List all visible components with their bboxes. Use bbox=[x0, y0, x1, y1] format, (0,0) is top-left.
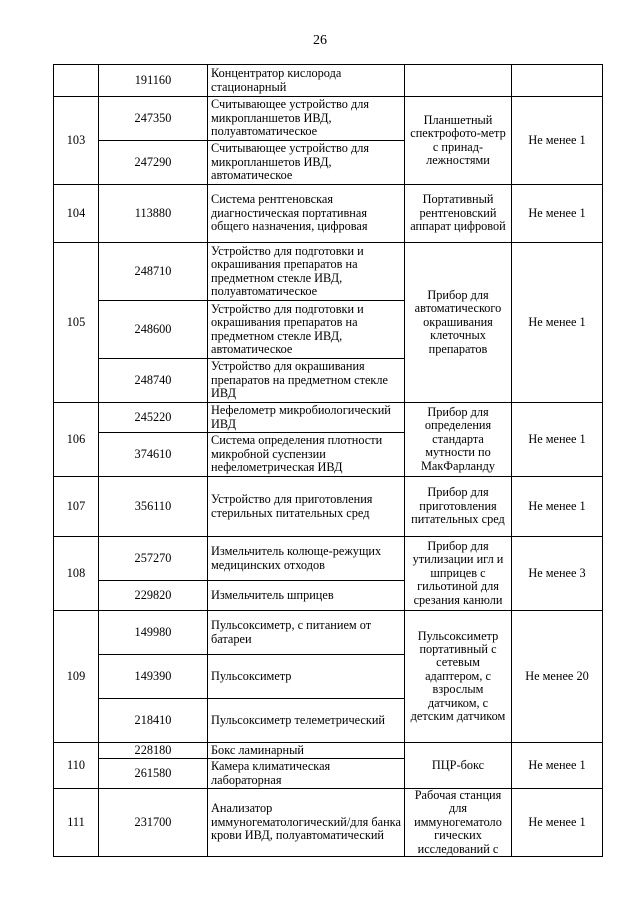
item-code: 149980 bbox=[99, 611, 208, 655]
quantity: Не менее 1 bbox=[512, 743, 603, 789]
item-code: 245220 bbox=[99, 403, 208, 433]
equipment-description: Планшетный спектрофото-метр с принад-лежностями bbox=[405, 97, 512, 185]
table-row bbox=[54, 403, 603, 433]
equipment-description: Прибор для определения стандарта мутности по МакФарланду bbox=[405, 403, 512, 477]
item-code: 229820 bbox=[99, 581, 208, 611]
item-code: 374610 bbox=[99, 433, 208, 477]
item-name: Измельчитель колюще-режущих медицинских отходов bbox=[208, 537, 405, 581]
item-name: Считывающее устройство для микропланшетов ИВД, полуавтоматическое bbox=[208, 97, 405, 141]
item-name: Система рентгеновская диагностическая портативная общего назначения, цифровая bbox=[208, 185, 405, 243]
item-code: 113880 bbox=[99, 185, 208, 243]
table-row bbox=[54, 185, 603, 243]
item-name: Устройство для приготовления стерильных питательных сред bbox=[208, 477, 405, 537]
equipment-description: Рабочая станция для иммуногематоло гических исследований с bbox=[405, 789, 512, 857]
table-row bbox=[54, 743, 603, 759]
table-row bbox=[54, 97, 603, 141]
equipment-table bbox=[53, 64, 603, 857]
quantity bbox=[512, 65, 603, 97]
item-code: 356110 bbox=[99, 477, 208, 537]
item-code: 248710 bbox=[99, 243, 208, 301]
table-row bbox=[54, 789, 603, 857]
row-number bbox=[54, 65, 99, 97]
table-row bbox=[54, 477, 603, 537]
item-code: 228180 bbox=[99, 743, 208, 759]
item-name: Устройство для подготовки и окрашивания препаратов на предметном стекле ИВД, автоматическое bbox=[208, 301, 405, 359]
item-name: Камера климатическая лабораторная bbox=[208, 759, 405, 789]
row-number: 108 bbox=[54, 537, 99, 611]
item-code: 247290 bbox=[99, 141, 208, 185]
row-number: 111 bbox=[54, 789, 99, 857]
quantity: Не менее 1 bbox=[512, 789, 603, 857]
equipment-description: Прибор для автоматического окрашивания клеточных препаратов bbox=[405, 243, 512, 403]
row-number: 104 bbox=[54, 185, 99, 243]
item-name: Пульсоксиметр bbox=[208, 655, 405, 699]
item-code: 248740 bbox=[99, 359, 208, 403]
equipment-description: Прибор для приготовления питательных сред bbox=[405, 477, 512, 537]
item-name: Устройство для окрашивания препаратов на предметном стекле ИВД bbox=[208, 359, 405, 403]
table-row bbox=[54, 611, 603, 655]
item-name: Концентратор кислорода стационарный bbox=[208, 65, 405, 97]
item-code: 218410 bbox=[99, 699, 208, 743]
page-number: 26 bbox=[313, 33, 327, 48]
item-code: 248600 bbox=[99, 301, 208, 359]
item-name: Система определения плотности микробной суспензии нефелометрическая ИВД bbox=[208, 433, 405, 477]
table-row bbox=[54, 243, 603, 301]
item-code: 257270 bbox=[99, 537, 208, 581]
item-name: Устройство для подготовки и окрашивания препаратов на предметном стекле ИВД, полуавтоматическое bbox=[208, 243, 405, 301]
row-number: 109 bbox=[54, 611, 99, 743]
item-name: Пульсоксиметр телеметрический bbox=[208, 699, 405, 743]
item-name: Нефелометр микробиологический ИВД bbox=[208, 403, 405, 433]
item-code: 231700 bbox=[99, 789, 208, 857]
item-name: Пульсоксиметр, с питанием от батареи bbox=[208, 611, 405, 655]
row-number: 103 bbox=[54, 97, 99, 185]
table-row bbox=[54, 65, 603, 97]
quantity: Не менее 1 bbox=[512, 403, 603, 477]
item-name: Считывающее устройство для микропланшетов ИВД, автоматическое bbox=[208, 141, 405, 185]
item-name: Бокс ламинарный bbox=[208, 743, 405, 759]
equipment-description: Портативный рентгеновский аппарат цифровой bbox=[405, 185, 512, 243]
equipment-description: Пульсоксиметр портативный с сетевым адаптером, с взрослым датчиком, с детским датчиком bbox=[405, 611, 512, 743]
row-number: 110 bbox=[54, 743, 99, 789]
item-code: 191160 bbox=[99, 65, 208, 97]
row-number: 107 bbox=[54, 477, 99, 537]
quantity: Не менее 1 bbox=[512, 185, 603, 243]
quantity: Не менее 20 bbox=[512, 611, 603, 743]
item-code: 247350 bbox=[99, 97, 208, 141]
equipment-description: Прибор для утилизации игл и шприцев с гильотиной для срезания канюли bbox=[405, 537, 512, 611]
quantity: Не менее 1 bbox=[512, 243, 603, 403]
table-row bbox=[54, 537, 603, 581]
equipment-description bbox=[405, 65, 512, 97]
row-number: 105 bbox=[54, 243, 99, 403]
item-code: 261580 bbox=[99, 759, 208, 789]
quantity: Не менее 3 bbox=[512, 537, 603, 611]
item-name: Анализатор иммуногематологический/для банка крови ИВД, полуавтоматический bbox=[208, 789, 405, 857]
item-code: 149390 bbox=[99, 655, 208, 699]
row-number: 106 bbox=[54, 403, 99, 477]
item-name: Измельчитель шприцев bbox=[208, 581, 405, 611]
quantity: Не менее 1 bbox=[512, 97, 603, 185]
quantity: Не менее 1 bbox=[512, 477, 603, 537]
equipment-description: ПЦР-бокс bbox=[405, 743, 512, 789]
